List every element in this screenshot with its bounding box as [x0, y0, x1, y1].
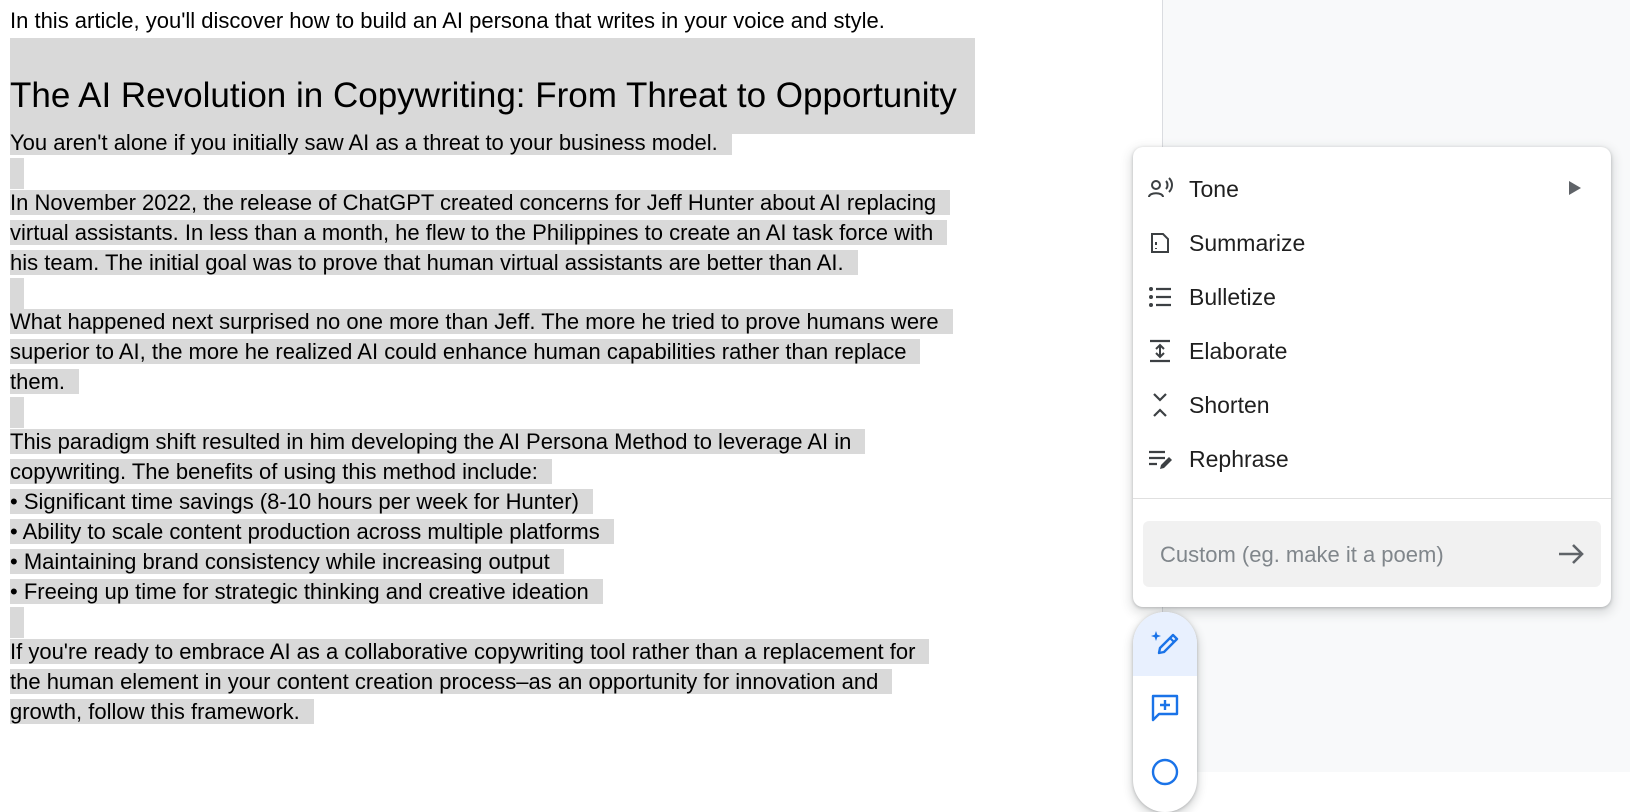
custom-prompt-input[interactable] [1149, 521, 1542, 589]
floating-side-toolbar [1133, 612, 1197, 812]
paragraph-line: superior to AI, the more he realized AI could enhance human capabilities rather than replace [10, 339, 920, 364]
ai-edit-button[interactable] [1133, 612, 1197, 676]
paragraph-line: the human element in your content creation process–as an opportunity for innovation and [10, 669, 892, 694]
intro-text: In this article, you'll discover how to build an AI persona that writes in your voice and style. [10, 8, 885, 33]
selection-gap [10, 278, 24, 309]
menu-item-bulletize[interactable] [1133, 270, 1611, 324]
paragraph-line: This paradigm shift resulted in him developing the AI Persona Method to leverage AI in [10, 429, 865, 454]
elaborate-icon [1146, 337, 1174, 365]
menu-item-summarize[interactable] [1133, 216, 1611, 270]
send-arrow-icon[interactable] [1555, 538, 1587, 570]
bulletize-icon [1146, 283, 1174, 311]
emoji-icon [1149, 756, 1181, 788]
menu-item-shorten[interactable] [1133, 378, 1611, 432]
menu-item-rephrase[interactable] [1133, 432, 1611, 486]
paragraph-line: In November 2022, the release of ChatGPT created concerns for Jeff Hunter about AI replacing [10, 190, 950, 215]
bullet-item: • Freeing up time for strategic thinking and creative ideation [10, 579, 603, 604]
bullet-item: • Maintaining brand consistency while increasing output [10, 549, 564, 574]
menu-item-tone[interactable] [1133, 162, 1611, 216]
paragraph-line: If you're ready to embrace AI as a collaborative copywriting tool rather than a replacement for [10, 639, 929, 664]
custom-prompt-box [1143, 521, 1601, 587]
paragraph-line: What happened next surprised no one more than Jeff. The more he tried to prove humans were [10, 309, 953, 334]
menu-item-label: Elaborate [1189, 338, 1288, 364]
selection-gap [10, 607, 24, 638]
add-comment-button[interactable] [1133, 676, 1197, 740]
selection-gap [10, 158, 24, 189]
paragraph-line: growth, follow this framework. [10, 699, 314, 724]
selection-gap [10, 397, 24, 428]
paragraph-line: You aren't alone if you initially saw AI as a threat to your business model. [10, 130, 732, 155]
summarize-icon [1146, 229, 1174, 257]
tone-icon [1146, 175, 1174, 203]
emoji-reaction-button[interactable] [1133, 740, 1197, 804]
section-heading: The AI Revolution in Copywriting: From Threat to Opportunity [10, 38, 975, 134]
menu-item-label: Rephrase [1189, 446, 1289, 472]
menu-item-label: Summarize [1189, 230, 1306, 256]
submenu-arrow-icon [1569, 181, 1581, 195]
add-comment-icon [1149, 692, 1181, 724]
bullet-item: • Ability to scale content production across multiple platforms [10, 519, 614, 544]
paragraph-line: his team. The initial goal was to prove that human virtual assistants are better than AI. [10, 250, 858, 275]
paragraph-line: them. [10, 369, 79, 394]
paragraph-line: copywriting. The benefits of using this method include: [10, 459, 552, 484]
menu-divider [1133, 498, 1611, 499]
rephrase-icon [1146, 445, 1174, 473]
ai-edit-icon [1149, 628, 1181, 660]
menu-item-label: Bulletize [1189, 284, 1276, 310]
bullet-item: • Significant time savings (8-10 hours per week for Hunter) [10, 489, 593, 514]
menu-item-label: Shorten [1189, 392, 1270, 418]
shorten-icon [1146, 391, 1174, 419]
paragraph-line: virtual assistants. In less than a month, he flew to the Philippines to create an AI task force with [10, 220, 947, 245]
menu-item-label: Tone [1189, 176, 1239, 202]
menu-item-elaborate[interactable] [1133, 324, 1611, 378]
ai-rewrite-menu [1133, 147, 1611, 607]
